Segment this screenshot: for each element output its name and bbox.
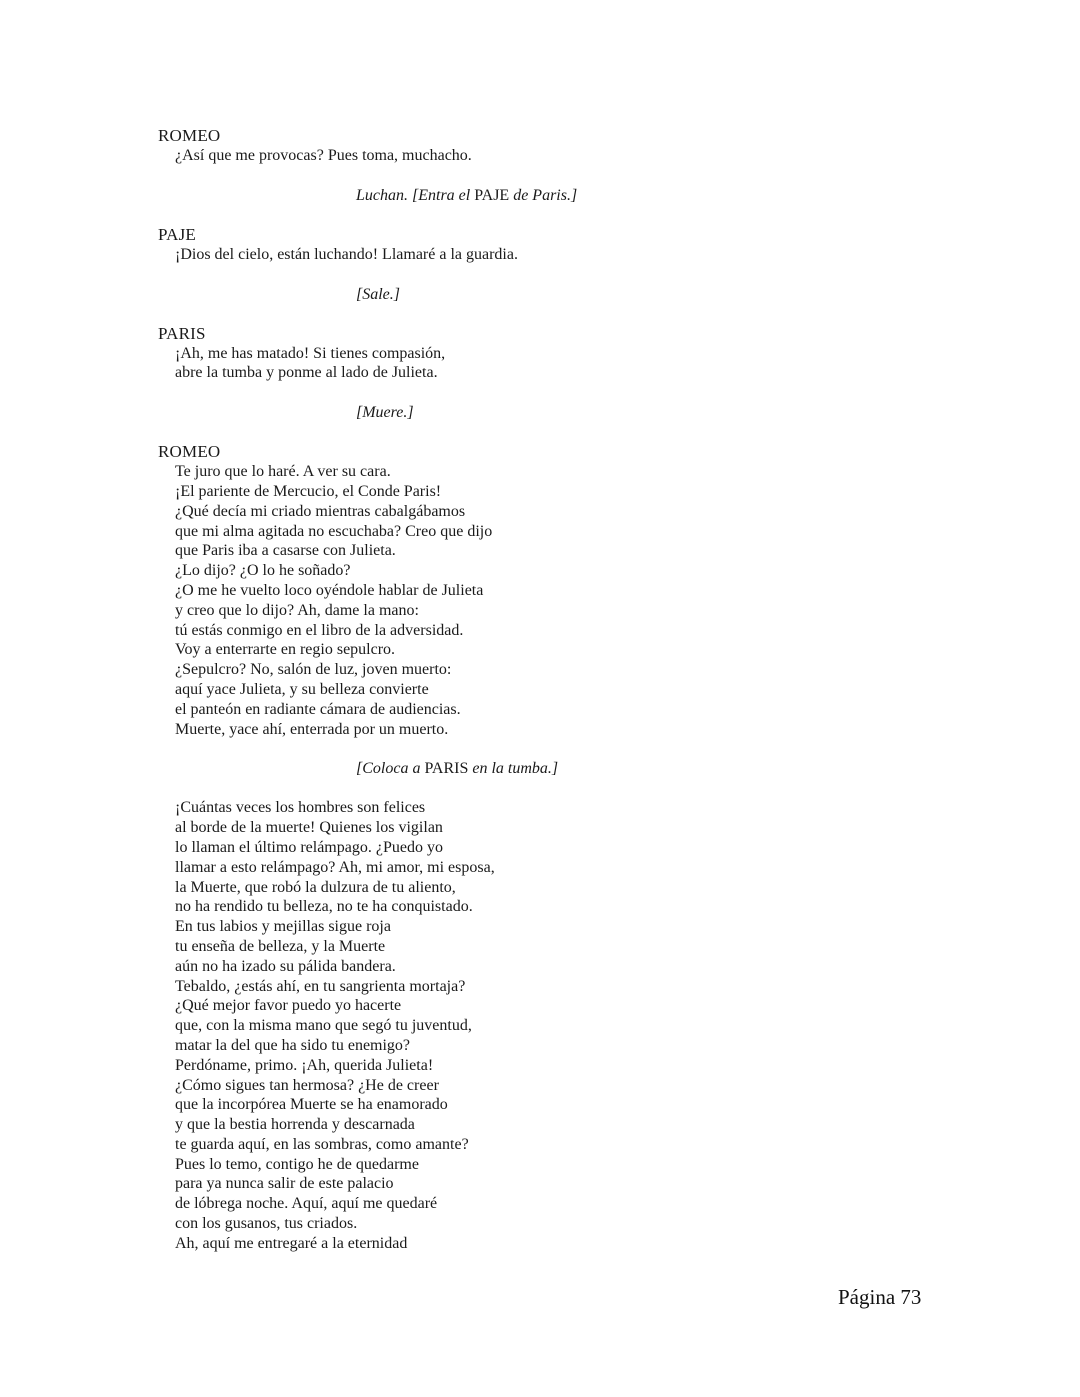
dialogue-line: con los gusanos, tus criados. bbox=[175, 1215, 358, 1233]
dialogue-line: para ya nunca salir de este palacio bbox=[175, 1175, 394, 1193]
dialogue-line: Tebaldo, ¿estás ahí, en tu sangrienta mortaja? bbox=[175, 977, 466, 995]
dialogue-line: te guarda aquí, en las sombras, como amante? bbox=[175, 1135, 469, 1153]
dialogue-line: ¿O me he vuelto loco oyéndole hablar de Julieta bbox=[175, 581, 484, 599]
dialogue-line: ¿Lo dijo? ¿O lo he soñado? bbox=[175, 562, 351, 580]
speaker-name: PAJE bbox=[158, 224, 196, 244]
speaker-name: ROMEO bbox=[158, 442, 221, 462]
dialogue-line: que, con la misma mano que segó tu juventud, bbox=[175, 1017, 472, 1035]
dialogue-line: En tus labios y mejillas sigue roja bbox=[175, 918, 391, 936]
dialogue-line: llamar a esto relámpago? Ah, mi amor, mi esposa, bbox=[175, 858, 495, 876]
dialogue-line: ¡Cuántas veces los hombres son felices bbox=[175, 799, 426, 817]
stage-direction bbox=[158, 759, 918, 779]
dialogue-line: ¿Sepulcro? No, salón de luz, joven muerto: bbox=[175, 661, 452, 679]
stage-direction-text: [Sale.] bbox=[356, 285, 400, 303]
dialogue-line: ¡Ah, me has matado! Si tienes compasión, bbox=[175, 344, 446, 362]
stage-direction-text: Luchan. [Entra el bbox=[356, 186, 475, 204]
dialogue-line: el panteón en radiante cámara de audiencias. bbox=[175, 700, 461, 718]
stage-direction-character: PAJE bbox=[474, 186, 510, 204]
dialogue-line: Pues lo temo, contigo he de quedarme bbox=[175, 1155, 419, 1173]
dialogue-line: ¡Dios del cielo, están luchando! Llamaré a la guardia. bbox=[175, 245, 518, 263]
script-page bbox=[158, 126, 918, 1254]
dialogue-line: Perdóname, primo. ¡Ah, querida Julieta! bbox=[175, 1056, 434, 1074]
dialogue-line: tú estás conmigo en el libro de la adversidad. bbox=[175, 621, 464, 639]
dialogue-line: abre la tumba y ponme al lado de Julieta. bbox=[175, 364, 438, 382]
dialogue-line: aún no ha izado su pálida bandera. bbox=[175, 957, 396, 975]
dialogue-line: lo llaman el último relámpago. ¿Puedo yo bbox=[175, 838, 443, 856]
stage-direction-text: en la tumba.] bbox=[468, 760, 559, 778]
dialogue-line: y creo que lo dijo? Ah, dame la mano: bbox=[175, 601, 419, 619]
speaker-name: PARIS bbox=[158, 323, 206, 343]
stage-direction-text: de Paris.] bbox=[509, 186, 578, 204]
dialogue-line: ¿Qué decía mi criado mientras cabalgábamos bbox=[175, 502, 466, 520]
stage-direction bbox=[158, 285, 918, 305]
dialogue-line: que la incorpórea Muerte se ha enamorado bbox=[175, 1096, 448, 1114]
dialogue-line: al borde de la muerte! Quienes los vigilan bbox=[175, 819, 443, 837]
dialogue-line: matar la del que ha sido tu enemigo? bbox=[175, 1036, 411, 1054]
dialogue-line: ¿Así que me provocas? Pues toma, muchacho. bbox=[175, 147, 472, 164]
dialogue-line: aquí yace Julieta, y su belleza convierte bbox=[175, 680, 429, 698]
dialogue-line: ¿Cómo sigues tan hermosa? ¿He de creer bbox=[175, 1076, 439, 1094]
dialogue-line: tu enseña de belleza, y la Muerte bbox=[175, 937, 386, 955]
speaker-name: ROMEO bbox=[158, 126, 221, 145]
dialogue-line: Muerte, yace ahí, enterrada por un muerto. bbox=[175, 720, 449, 738]
stage-direction-text: [Coloca a bbox=[356, 760, 425, 778]
dialogue-line: la Muerte, que robó la dulzura de tu aliento, bbox=[175, 878, 456, 896]
page-number: Página 73 bbox=[838, 1285, 922, 1309]
dialogue-line: ¿Qué mejor favor puedo yo hacerte bbox=[175, 997, 402, 1015]
stage-direction bbox=[158, 403, 918, 423]
dialogue-line: y que la bestia horrenda y descarnada bbox=[175, 1116, 415, 1134]
dialogue-line: que Paris iba a casarse con Julieta. bbox=[175, 542, 396, 560]
stage-direction-character: PARIS bbox=[424, 760, 469, 778]
dialogue-line: Voy a enterrarte en regio sepulcro. bbox=[175, 641, 396, 659]
dialogue-line: Ah, aquí me entregaré a la eternidad bbox=[175, 1234, 408, 1252]
dialogue-line: de lóbrega noche. Aquí, aquí me quedaré bbox=[175, 1195, 438, 1213]
dialogue-line: Te juro que lo haré. A ver su cara. bbox=[175, 463, 391, 481]
dialogue-line: no ha rendido tu belleza, no te ha conquistado. bbox=[175, 898, 473, 916]
dialogue-line: ¡El pariente de Mercucio, el Conde Paris! bbox=[175, 482, 442, 500]
dialogue-line: que mi alma agitada no escuchaba? Creo que dijo bbox=[175, 522, 493, 540]
stage-direction bbox=[158, 186, 918, 206]
stage-direction-text: [Muere.] bbox=[356, 404, 414, 422]
